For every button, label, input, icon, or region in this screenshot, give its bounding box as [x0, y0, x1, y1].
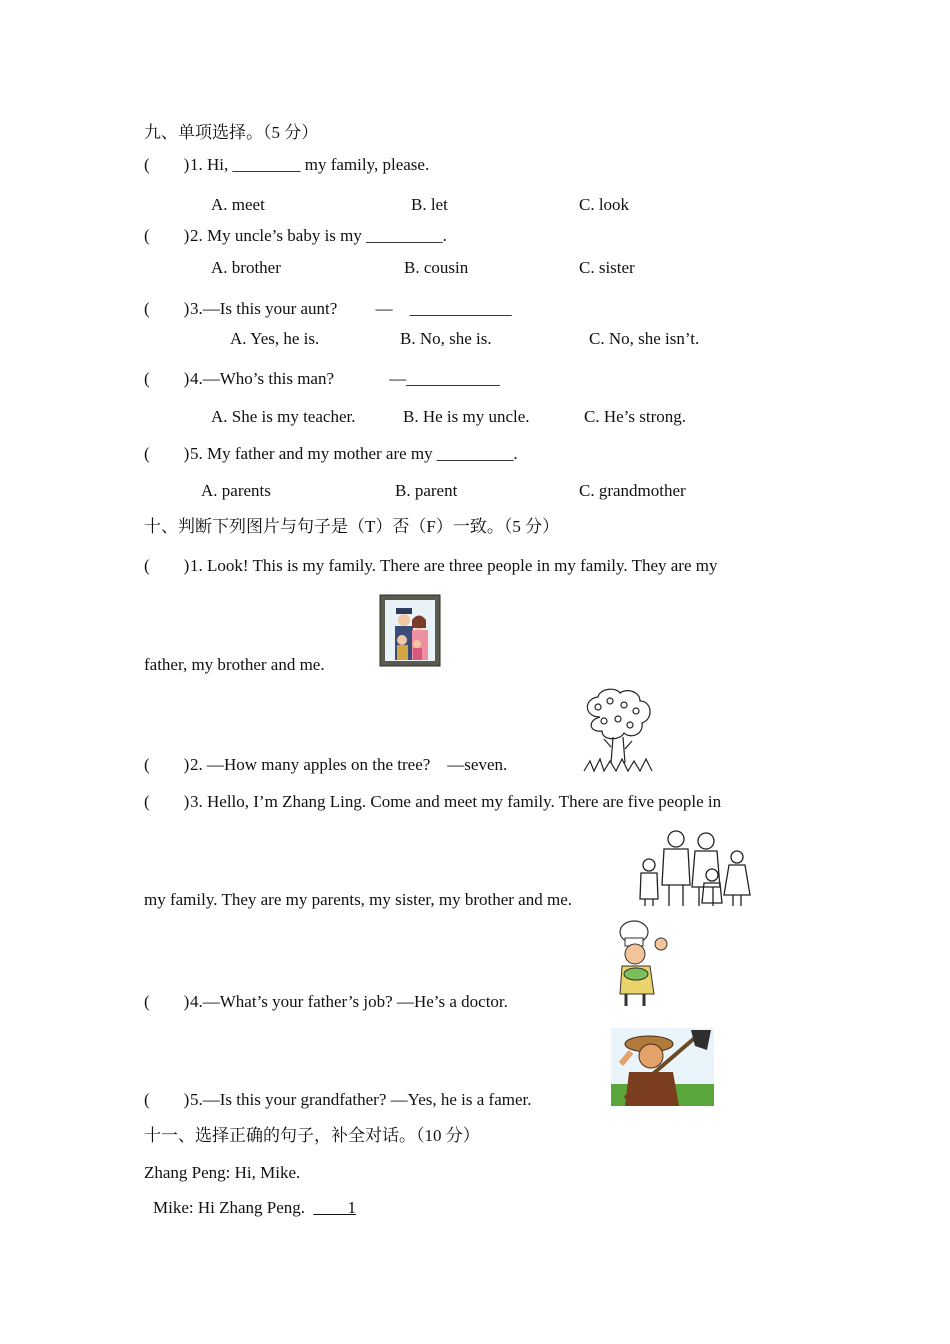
- option-b[interactable]: B. parent: [395, 481, 458, 500]
- judge-text: 2. —How many apples on the tree? —seven.: [190, 755, 508, 774]
- question-text: 5. My father and my mother are my _________.: [190, 444, 518, 463]
- question-text: 1. Hi, ________ my family, please.: [190, 155, 430, 174]
- question-text: 2. My uncle’s baby is my _________.: [190, 226, 447, 245]
- option-a[interactable]: A. meet: [211, 195, 265, 214]
- option-a[interactable]: A. brother: [211, 258, 281, 277]
- option-c[interactable]: C. look: [579, 195, 630, 214]
- judge-text: 3. Hello, I’m Zhang Ling. Come and meet my family. There are five people in: [190, 792, 722, 811]
- question-paren[interactable]: ( ): [144, 155, 190, 174]
- chef-image: [612, 918, 672, 1008]
- apple-tree-image: [580, 687, 656, 774]
- dialogue-line: Zhang Peng: Hi, Mike.: [144, 1163, 301, 1182]
- farmer-image: [611, 1028, 714, 1106]
- question-paren[interactable]: ( ): [144, 226, 190, 245]
- section10-title: 十、判断下列图片与句子是（T）否（F）一致。（5 分）: [144, 517, 560, 536]
- question-paren[interactable]: ( ): [144, 444, 190, 463]
- option-c[interactable]: C. He’s strong.: [584, 407, 686, 426]
- option-c[interactable]: C. grandmother: [579, 481, 686, 500]
- question-paren[interactable]: ( ): [144, 369, 190, 388]
- option-a[interactable]: A. Yes, he is.: [230, 329, 320, 348]
- dialogue-line: [153, 1198, 356, 1218]
- judge-paren[interactable]: ( ): [144, 1090, 190, 1109]
- section9-title: 九、单项选择。（5 分）: [144, 123, 319, 142]
- judge-text-continued: my family. They are my parents, my sister, my brother and me.: [144, 890, 572, 909]
- judge-paren[interactable]: ( ): [144, 556, 190, 575]
- answer-blank[interactable]: ____1: [313, 1198, 357, 1217]
- judge-paren[interactable]: ( ): [144, 992, 190, 1011]
- option-c[interactable]: C. No, she isn’t.: [589, 329, 700, 348]
- judge-paren[interactable]: ( ): [144, 755, 190, 774]
- question-paren[interactable]: ( ): [144, 299, 190, 318]
- option-b[interactable]: B. cousin: [404, 258, 469, 277]
- option-c[interactable]: C. sister: [579, 258, 635, 277]
- judge-text-continued: father, my brother and me.: [144, 655, 325, 674]
- dialogue-text: Mike: Hi Zhang Peng.: [153, 1198, 314, 1217]
- question-text: 3.—Is this your aunt? — ____________: [190, 299, 512, 318]
- section11-title: 十一、选择正确的句子，补全对话。（10 分）: [144, 1126, 480, 1145]
- option-a[interactable]: A. parents: [201, 481, 271, 500]
- judge-text: 4.—What’s your father’s job? —He’s a doctor.: [190, 992, 508, 1011]
- option-b[interactable]: B. let: [411, 195, 448, 214]
- option-b[interactable]: B. No, she is.: [400, 329, 492, 348]
- judge-paren[interactable]: ( ): [144, 792, 190, 811]
- judge-text: 5.—Is this your grandfather? —Yes, he is a famer.: [190, 1090, 532, 1109]
- option-a[interactable]: A. She is my teacher.: [211, 407, 356, 426]
- question-text: 4.—Who’s this man? —___________: [190, 369, 500, 388]
- judge-text: 1. Look! This is my family. There are three people in my family. They are my: [190, 556, 718, 575]
- family-photo-frame-image: [379, 594, 441, 667]
- family-of-five-image: [636, 827, 754, 907]
- option-b[interactable]: B. He is my uncle.: [403, 407, 530, 426]
